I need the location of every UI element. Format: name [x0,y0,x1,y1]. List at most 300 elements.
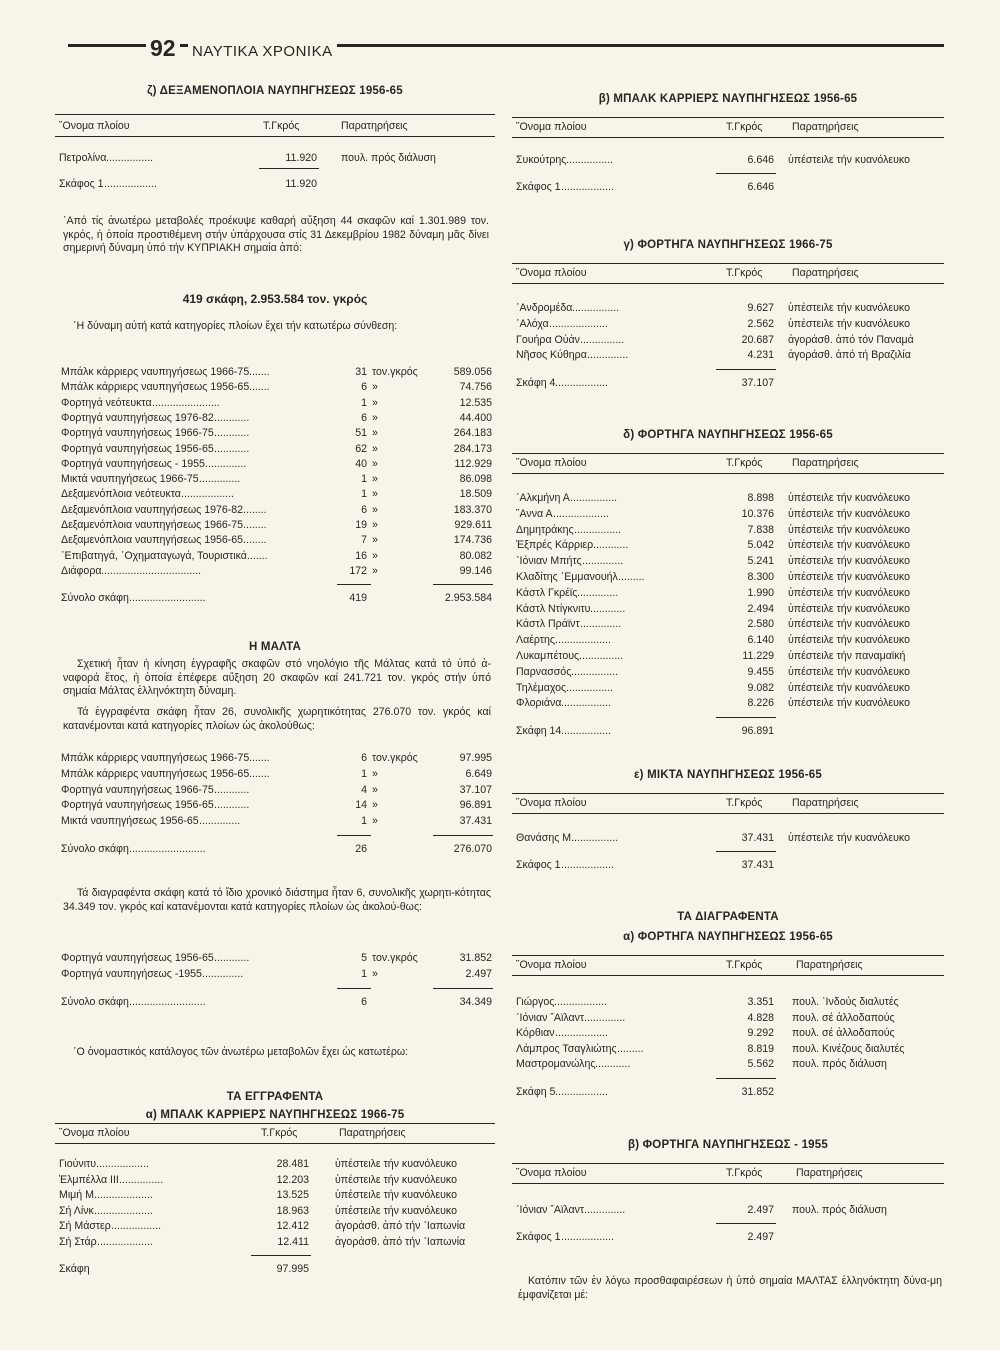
category-row [55,412,495,425]
unit: » [372,503,378,516]
category-name: Φορτηγά ναυπηγήσεως 1966-75 [61,783,214,796]
table-header-rule [512,975,944,976]
section-title: δ) ΦΟΡΤΗΓΑ ΝΑΥΠΗΓΗΣΕΩΣ 1956-65 [623,429,833,441]
leader-dots: ....... [247,549,268,562]
table-top-rule [512,955,944,956]
category-tonnage: 284.173 [453,442,492,455]
table-top-rule [512,263,944,264]
category-tonnage: 112.929 [454,457,492,470]
section-title: α) ΜΠΑΛΚ ΚΑΡΡΙΕΡΣ ΝΑΥΠΗΓΗΣΕΩΣ 1966-75 [145,1109,405,1121]
leader-dots: ................. [561,697,612,710]
ship-name: ᾿Ιόνιαν ῎Αϊλαντ [516,1204,585,1216]
sum-rule-count [337,988,371,989]
section-title: ζ) ΔΕΞΑΜΕΝΟΠΛΟΙΑ ΝΑΥΠΗΓΗΣΕΩΣ 1956-65 [147,85,403,97]
total-tonnage: 11.920 [285,178,317,190]
table-row [512,571,944,584]
ship-remark: ὑπέστειλε τήν κυανόλευκο [788,602,910,615]
ship-name: Θανάσης Μ [516,832,572,844]
category-tonnage: 37.431 [459,815,492,828]
leader-dots: .............. [580,618,622,631]
category-name: Μπάλκ κάρριερς ναυπηγήσεως 1966-75 [61,752,250,764]
table-row [512,318,944,331]
leader-dots: .................. [181,488,234,501]
category-name: Δεξαμενόπλοια ναυπηγήσεως 1976-82 [61,503,244,516]
leader-dots: ............ [214,799,250,812]
breakdown-intro: ῾Η δύναμη αὐτή κατά κατηγορίες πλοίων ἔχει τήν κατωτέρω σύνθεση: [73,320,398,332]
ship-name: ᾿Αλκμήνη Α [516,492,570,504]
category-row [55,458,495,471]
leader-dots: ................ [571,665,619,678]
leader-dots: ............ [214,427,250,440]
ship-tonnage: 9.292 [747,1027,774,1039]
ship-tonnage: 6.140 [747,634,774,647]
ship-tonnage: 12.412 [276,1220,309,1232]
ship-remark: ὑπέστειλε τήν κυανόλευκο [788,618,910,631]
ship-name: Κλαδίτης ᾿Εμμανουήλ [516,571,618,583]
table-total-row [512,377,944,390]
category-row [55,381,495,394]
leader-dots: .............. [584,1011,626,1024]
col-header-name: ῞Ονομα πλοίου [516,1167,587,1179]
category-tonnage: 18.509 [459,488,492,501]
ship-name: Μιμή Μ [59,1189,94,1201]
category-row [55,968,495,981]
table-header [512,1167,944,1181]
vessel-count: 19 [355,519,367,531]
vessel-count: 1 [361,767,367,780]
leader-dots: ............ [593,539,629,552]
malta-paragraph-2: Τά ἐγγραφέντα σκάφη ἦταν 26, συνολικῆς χωρητικότητας 276.070 τον. γκρός καί κατανέμονται κατά κατηγορίες πλοίων ὡς ἀκολούθως: [63,706,491,732]
total-tonnage: 34.349 [459,995,492,1008]
table-row [512,650,944,663]
table-row [55,1205,495,1218]
vessel-count: 5 [361,952,367,964]
category-name: Δεξαμενόπλοια νεότευκτα [61,488,181,501]
col-header-remarks: Παρατηρήσεις [796,1167,863,1179]
table-row [512,555,944,568]
col-header-tonnage: Τ.Γκρός [726,267,763,279]
unit: » [372,967,378,980]
ship-tonnage: 11.920 [285,152,317,164]
ship-tonnage: 13.525 [276,1189,309,1201]
ship-remark: πουλ. σέ ἀλλοδαπούς [792,1011,895,1024]
table-top-rule [55,1123,495,1124]
deleted-title: ΤΑ ΔΙΑΓΡΑΦΕΝΤΑ [677,911,779,923]
vessel-count: 62 [355,442,367,455]
ship-name: ᾿Ιόνιαν ῎Αϊλαντ [516,1011,585,1024]
ship-name: Συκούτρης [516,154,567,166]
category-tonnage: 97.995 [459,752,492,764]
category-name: ᾿Επιβατηγά, ᾿Οχηματαγωγά, Τουριστικά [61,549,247,562]
category-total-row [55,996,495,1009]
col-header-tonnage: Τ.Γκρός [263,120,300,132]
ship-tonnage: 3.351 [747,996,774,1008]
total-tonnage: 37.107 [741,377,774,390]
col-header-tonnage: Τ.Γκρός [726,959,763,971]
ship-name: ᾿Ιόνιαν Μπήτς [516,555,582,568]
vessel-count: 1 [361,488,367,501]
table-row [512,832,944,845]
leader-dots: .................. [554,996,607,1008]
malta-paragraph-3: Τά διαγραφέντα σκάφη κατά τό ἴδιο χρονικό διάστημα ἦταν 6, συνολικῆς χωρητι-κότητας 34.349 τον. γκρός καί κατανέμονται κατά κατηγορίες πλοίων ὡς ἀκολού-θως: [63,887,491,913]
leader-dots: ............ [214,442,250,455]
ship-remark: πουλ. πρός διάλυση [341,152,436,164]
table-header-rule [512,1183,944,1184]
category-tonnage: 6.649 [465,767,492,780]
total-tonnage: 2.497 [747,1231,774,1244]
vessel-count: 6 [361,411,367,424]
sum-rule [716,1223,776,1224]
leader-dots: ................ [570,492,618,504]
table-header-rule [512,473,944,474]
ship-name: Δημητράκης [516,523,574,536]
table-header [512,267,944,281]
leader-dots: .................. [561,859,614,872]
table-row [512,1043,944,1056]
total-label: Σκάφος 1 [59,178,104,190]
ship-tonnage: 2.580 [747,618,774,631]
ship-name: Ἐξπρές Κάρριερ [516,539,594,552]
ship-remark: ὑπέστειλε τήν κυανόλευκο [335,1204,457,1217]
table-row [512,618,944,631]
table-total-row [512,725,944,738]
table-total-row [55,1263,495,1276]
table-header-rule [512,283,944,284]
magazine-title: ΝΑΥΤΙΚΑ ΧΡΟΝΙΚΑ [188,43,337,61]
vessel-count: 16 [355,549,367,562]
ship-remark: ἀγοράσθ. ἀπό τόν Παναμά [788,333,914,346]
total-tonnage: 6.646 [747,181,774,194]
table-top-rule [512,1163,944,1164]
ship-remark: πουλ. πρός διάλυση [792,1204,887,1216]
col-header-remarks: Παρατηρήσεις [341,120,408,132]
category-tonnage: 2.497 [465,967,492,980]
table-header [55,120,495,134]
unit: » [372,411,378,424]
ship-remark: ὑπέστειλε τήν κυανόλευκο [788,302,910,314]
leader-dots: .......................... [129,843,206,855]
total-tonnage: 31.852 [741,1085,774,1098]
leader-dots: .................. [561,181,614,194]
category-tonnage: 37.107 [459,783,492,796]
table-row [512,996,944,1009]
total-count: 6 [361,995,367,1008]
leader-dots: .............. [577,586,619,599]
table-total-row [55,178,495,191]
unit: τον.γκρός [372,752,418,764]
ship-tonnage: 1.990 [747,586,774,599]
leader-dots: ................ [566,154,614,166]
ship-remark: ὑπέστειλε τήν κυανόλευκο [788,634,910,647]
vessel-count: 1 [361,473,367,486]
leader-dots: .................... [549,317,608,330]
total-fleet-highlight: 419 σκάφη, 2.953.584 τον. γκρός [182,292,368,306]
ship-tonnage: 2.494 [747,602,774,615]
section-title: α) ΦΟΡΤΗΓΑ ΝΑΥΠΗΓΗΣΕΩΣ 1956-65 [623,931,833,943]
table-row [512,603,944,616]
total-label: Σκάφη 4 [516,377,556,390]
ship-remark: πουλ. ᾿Ινδούς διαλυτές [792,996,899,1008]
ship-name: Πετρολίνα [59,152,107,164]
ship-name: ῎Αννα Α [516,507,553,520]
vessel-count: 14 [355,799,367,812]
vessel-count: 1 [361,396,367,409]
leader-dots: ................ [574,523,622,536]
category-row [55,799,495,812]
ship-remark: ὑπέστειλε τήν κυανόλευκο [335,1158,457,1170]
category-name: Μικτά ναυπηγήσεως 1966-75 [61,473,199,486]
page-header [68,36,944,66]
leader-dots: .............. [587,349,629,362]
unit: » [372,381,378,394]
category-row [55,366,495,379]
ship-remark: ἀγοράσθ. ἀπό τήν ᾿Ιαπωνία [335,1235,466,1248]
ship-name: Κάστλ Πράϊντ [516,618,580,631]
ship-remark: ὑπέστειλε τήν κυανόλευκο [788,523,910,536]
ship-remark: ὑπέστειλε τήν κυανόλευκο [788,832,910,844]
leader-dots: ........ [243,534,267,547]
ship-tonnage: 12.411 [277,1235,309,1248]
col-header-remarks: Παρατηρήσεις [796,959,863,971]
ship-name: Σή Μάστερ [59,1220,111,1232]
category-row [55,519,495,532]
total-label: Σύνολο σκάφη [61,592,129,605]
ship-name: Κάστλ Γκρέϊς [516,586,578,599]
col-header-tonnage: Τ.Γκρός [726,457,763,469]
leader-dots: .............. [582,555,624,568]
section-title: ε) ΜΙΚΤΑ ΝΑΥΠΗΓΗΣΕΩΣ 1956-65 [634,769,822,781]
ship-remark: ὑπέστειλε τήν κυανόλευκο [788,697,910,710]
leader-dots: .................... [94,1189,153,1201]
vessel-count: 4 [361,783,367,796]
ship-tonnage: 28.481 [276,1158,309,1170]
leader-dots: ............ [214,783,250,796]
category-row [55,443,495,456]
leader-dots: .............. [199,815,241,828]
category-name: Φορτηγά ναυπηγήσεως 1966-75 [61,427,214,440]
table-header [512,797,944,811]
leader-dots: ................... [555,634,611,647]
sum-rule [716,851,776,852]
ship-remark: ὑπέστειλε τήν κυανόλευκο [788,571,910,583]
total-tonnage: 96.891 [741,725,774,738]
ship-tonnage: 12.203 [276,1173,309,1186]
category-tonnage: 929.611 [454,519,492,531]
ship-name: Σή Λίνκ [59,1204,94,1217]
vessel-count: 6 [361,381,367,394]
unit: » [372,396,378,409]
ship-tonnage: 5.042 [747,539,774,552]
ship-tonnage: 9.455 [747,665,774,678]
vessel-count: 6 [361,503,367,516]
category-tonnage: 80.082 [459,549,492,562]
malta-title: Η ΜΑΛΤΑ [249,641,301,653]
category-tonnage: 174.736 [453,534,492,547]
table-total-row [512,859,944,872]
sum-rule [716,717,776,718]
leader-dots: .................. [561,1231,614,1244]
ship-tonnage: 20.687 [741,333,774,346]
category-tonnage: 99.146 [459,564,492,577]
category-name: Μπάλκ κάρριερς ναυπηγήσεως 1966-75 [61,366,250,378]
ship-tonnage: 8.226 [747,697,774,710]
category-tonnage: 44.400 [459,411,492,424]
category-tonnage: 183.370 [453,503,492,516]
category-total-row [55,843,495,856]
ship-remark: ὑπέστειλε τήν κυανόλευκο [788,555,910,568]
ship-name: Γιούνιτυ [59,1158,97,1170]
ship-tonnage: 18.963 [276,1204,309,1217]
ship-name: Παρνασσός [516,665,572,678]
leader-dots: ....... [249,381,270,394]
ship-remark: ὑπέστειλε τήν κυανόλευκο [788,681,910,694]
sum-rule [251,1255,311,1256]
ship-remark: ὑπέστειλε τήν παναμαϊκή [788,650,906,662]
category-tonnage: 12.535 [459,396,492,409]
category-name: Δεξαμενόπλοια ναυπηγήσεως 1966-75 [61,519,244,531]
ship-remark: ὑπέστειλε τήν κυανόλευκο [788,539,910,552]
ship-name: Σή Στάρ [59,1235,97,1248]
ship-tonnage: 4.828 [747,1011,774,1024]
ship-remark: ὑπέστειλε τήν κυανόλευκο [335,1173,457,1186]
table-total-row [512,1086,944,1099]
closing-paragraph: Κατόπιν τῶν ἐν λόγω προσθαφαιρέσεων ἡ ὑπό σημαία ΜΑΛΤΑΣ ἑλληνόκτητη δύνα-μη ἐμφανίζεται μέ: [518,1275,942,1301]
col-header-remarks: Παρατηρήσεις [792,457,859,469]
total-label: Σκάφος 1 [516,181,561,194]
sum-rule-tonnage [433,835,493,836]
table-row [512,508,944,521]
leader-dots: .................. [555,1027,608,1039]
col-header-name: ῞Ονομα πλοίου [516,267,587,279]
leader-dots: ............... [579,650,624,662]
leader-dots: .................... [94,1204,153,1217]
category-row [55,784,495,797]
ship-remark: ἀγοράσθ. ἀπό τήν ᾿Ιαπωνία [335,1220,466,1232]
category-name: Φορτηγά νεότευκτα [61,396,152,409]
table-row [512,634,944,647]
unit: » [372,799,378,812]
ship-name: Λυκαμπέτους [516,650,580,662]
total-label: Σκάφος 1 [516,1231,561,1244]
table-top-rule [512,117,944,118]
leader-dots: .......................... [129,995,206,1008]
leader-dots: ....................... [152,396,220,409]
unit: » [372,442,378,455]
sum-rule [259,168,319,169]
col-header-remarks: Παρατηρήσεις [792,267,859,279]
ship-remark: ὑπέστειλε τήν κυανόλευκο [788,507,910,520]
table-header-rule [512,137,944,138]
ship-name: Κόρθιαν [516,1027,555,1039]
ship-remark: ἀγοράσθ. ἀπό τή Βραζιλία [788,349,911,362]
ship-remark: ὑπέστειλε τήν κυανόλευκο [788,665,910,678]
unit: » [372,473,378,486]
category-row [55,752,495,765]
leader-dots: ................. [111,1220,162,1232]
category-name: Μπάλκ κάρριερς ναυπηγήσεως 1956-65 [61,381,250,394]
col-header-remarks: Παρατηρήσεις [792,121,859,133]
total-label: Σκάφη 14 [516,725,562,738]
col-header-tonnage: Τ.Γκρός [261,1127,298,1139]
ship-remark: πουλ. πρός διάλυση [792,1058,887,1070]
table-row [512,697,944,710]
sum-rule-tonnage [433,988,493,989]
unit: » [372,488,378,501]
leader-dots: ....... [249,767,270,780]
category-row [55,768,495,781]
leader-dots: ................ [106,152,154,164]
sum-rule-count [337,835,371,836]
table-total-row [512,1231,944,1244]
total-label: Σύνολο σκάφη [61,995,129,1008]
unit: » [372,519,378,531]
ship-remark: πουλ. σέ ἀλλοδαπούς [792,1027,895,1039]
unit: » [372,783,378,796]
table-row [512,587,944,600]
unit: τον.γκρός [372,366,418,378]
total-tonnage: 37.431 [741,859,774,872]
category-tonnage: 589.056 [453,366,492,378]
ship-name: ᾿Αλόχα [516,317,549,330]
section-title: β) ΜΠΑΛΚ ΚΑΡΡΙΕΡΣ ΝΑΥΠΗΓΗΣΕΩΣ 1956-65 [598,93,858,105]
table-header [512,121,944,135]
malta-paragraph-1: Σχετική ἦταν ἡ κίνηση ἐγγραφῆς σκαφῶν στό νηολόγιο τῆς Μάλτας κατά τό ὑπό ἀ-ναφορά ἔτος, ἡ ὁποία ἐπέφερε αὔξηση 20 σκαφῶν καί 241.721 τον. γκρός στήν ὑπό σημαία Μάλτας ἑλληνόκτητη δύναμη. [63,658,491,698]
ship-name: Γιώργος [516,996,555,1008]
ship-tonnage: 9.627 [747,302,774,314]
leader-dots: .................................. [101,564,202,577]
table-row [512,1204,944,1217]
unit: » [372,767,378,780]
ship-name: Φλοριάνα [516,697,562,710]
category-tonnage: 264.183 [453,427,492,440]
leader-dots: ......... [617,1042,644,1055]
ship-remark: ὑπέστειλε τήν κυανόλευκο [788,317,910,330]
ship-tonnage: 5.562 [747,1058,774,1070]
table-header [55,1127,495,1141]
table-row [55,1220,495,1233]
ship-name: Γουήρα Ούάν [516,333,580,346]
leader-dots: ............... [119,1173,164,1186]
total-label: Σκάφη [59,1263,90,1275]
table-header-rule [512,813,944,814]
ship-tonnage: 37.431 [741,832,774,844]
unit: » [372,815,378,828]
col-header-tonnage: Τ.Γκρός [726,797,763,809]
col-header-remarks: Παρατηρήσεις [792,797,859,809]
category-row [55,952,495,965]
ship-name: ᾿Ανδρομέδα [516,302,573,314]
category-tonnage: 96.891 [459,799,492,812]
leader-dots: .................. [555,1085,608,1098]
ship-name: Μαστρομανώλης [516,1058,596,1070]
total-tonnage: 2.953.584 [444,592,492,605]
leader-dots: ................ [571,832,619,844]
category-row [55,504,495,517]
table-row [512,1058,944,1071]
ship-name: Τηλέμαχος [516,681,567,694]
leader-dots: .............. [199,473,241,486]
leader-dots: ............ [214,411,250,424]
table-row [512,682,944,695]
category-row [55,815,495,828]
leader-dots: ............ [595,1058,631,1070]
sum-rule [716,369,776,370]
ship-remark: ὑπέστειλε τήν κυανόλευκο [788,586,910,599]
category-name: Φορτηγά ναυπηγήσεως 1956-65 [61,952,214,964]
vessel-count: 1 [361,815,367,828]
category-tonnage: 74.756 [459,381,492,394]
ship-name: Ἐλμπέλλα ΙΙΙ [59,1173,119,1186]
